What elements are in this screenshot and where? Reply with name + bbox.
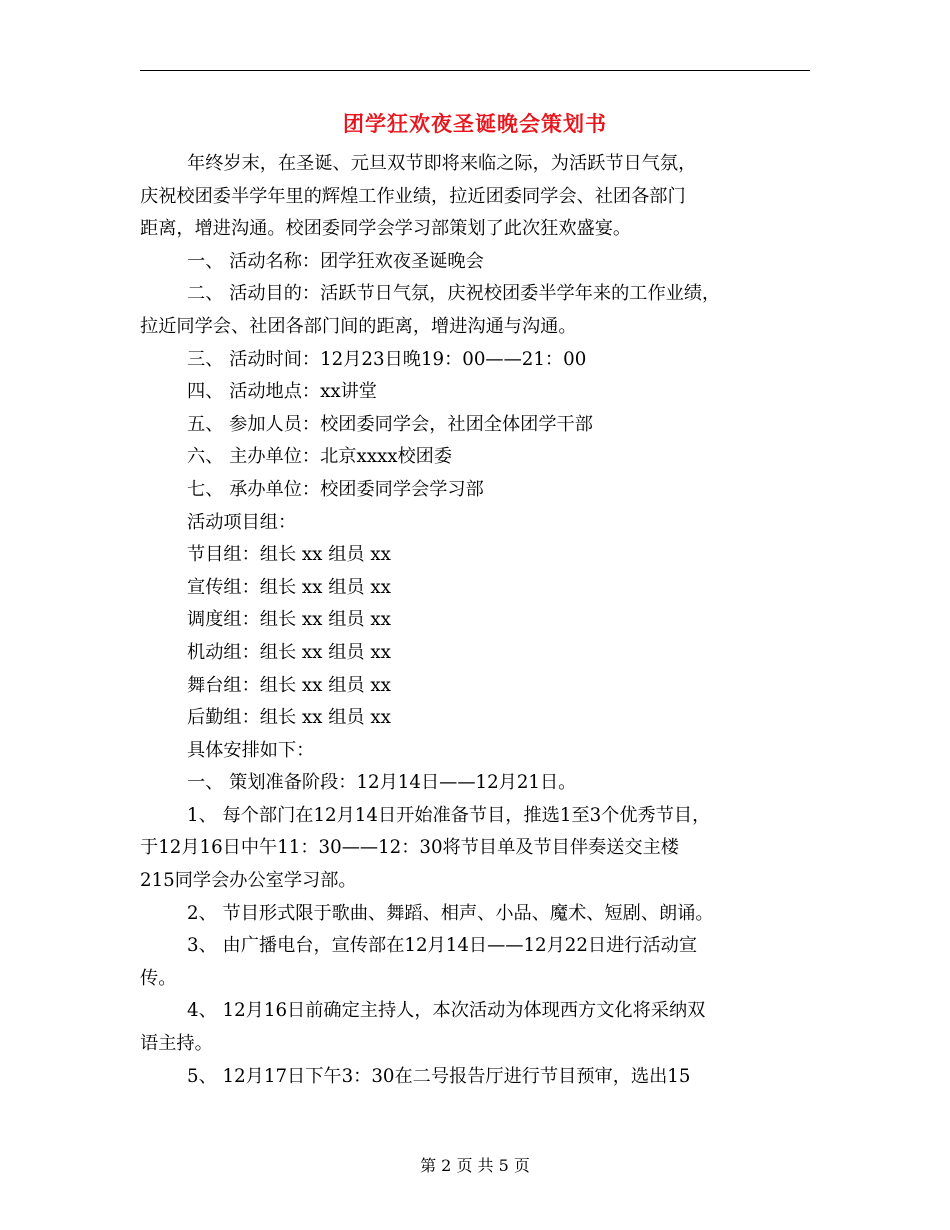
body-line: 4、 12月16日前确定主持人，本次活动为体现西方文化将采纳双 (187, 1000, 706, 1022)
body-line: 四、 活动地点：xx讲堂 (187, 381, 377, 403)
body-line: 一、 策划准备阶段：12月14日——12月21日。 (187, 772, 577, 794)
body-line: 一、 活动名称：团学狂欢夜圣诞晚会 (187, 250, 484, 272)
body-line: 5、 12月17日下午3：30在二号报告厅进行节目预审，选出15 (187, 1065, 691, 1087)
body-line: 活动项目组： (187, 511, 297, 533)
body-line: 距离，增进沟通。校团委同学会学习部策划了此次狂欢盛宴。 (140, 218, 632, 240)
body-line: 调度组：组长 xx 组员 xx (187, 609, 391, 631)
body-line: 庆祝校团委半学年里的辉煌工作业绩，拉近团委同学会、社团各部门 (140, 185, 686, 207)
body-line: 宣传组：组长 xx 组员 xx (187, 576, 391, 598)
body-line: 2、 节目形式限于歌曲、舞蹈、相声、小品、魔术、短剧、朗诵。 (187, 902, 714, 924)
body-line: 具体安排如下： (187, 739, 315, 761)
document-body (140, 148, 830, 1093)
body-line: 传。 (140, 967, 177, 989)
body-line: 年终岁末，在圣诞、元旦双节即将来临之际，为活跃节日气氛， (187, 153, 697, 174)
body-line: 舞台组：组长 xx 组员 xx (187, 674, 391, 696)
body-line: 后勤组：组长 xx 组员 xx (187, 707, 391, 729)
document-title: 团学狂欢夜圣诞晚会策划书 (343, 111, 607, 136)
body-line: 215同学会办公室学习部。 (140, 870, 357, 892)
body-line: 三、 活动时间：12月23日晚19：00——21：00 (187, 348, 587, 370)
body-line: 二、 活动目的：活跃节日气氛，庆祝校团委半学年来的工作业绩， (187, 283, 721, 305)
body-line: 节目组：组长 xx 组员 xx (187, 544, 391, 566)
body-line: 3、 由广播电台，宣传部在12月14日——12月22日进行活动宣 (187, 935, 698, 957)
body-line: 于12月16日中午11：30——12：30将节目单及节目伴奏送交主楼 (140, 837, 679, 859)
body-line: 语主持。 (140, 1033, 213, 1055)
body-line: 拉近同学会、社团各部门间的距离，增进沟通与沟通。 (140, 315, 577, 337)
body-line: 机动组：组长 xx 组员 xx (187, 641, 391, 663)
body-line: 六、 主办单位：北京xxxx校团委 (187, 446, 453, 468)
header-rule (140, 70, 810, 71)
page-footer: 第 2 页 共 5 页 (420, 1156, 530, 1175)
body-line: 五、 参加人员：校团委同学会，社团全体团学干部 (187, 413, 593, 435)
body-line: 七、 承办单位：校团委同学会学习部 (187, 478, 484, 500)
body-line: 1、 每个部门在12月14日开始准备节目，推选1至3个优秀节目， (187, 804, 711, 826)
